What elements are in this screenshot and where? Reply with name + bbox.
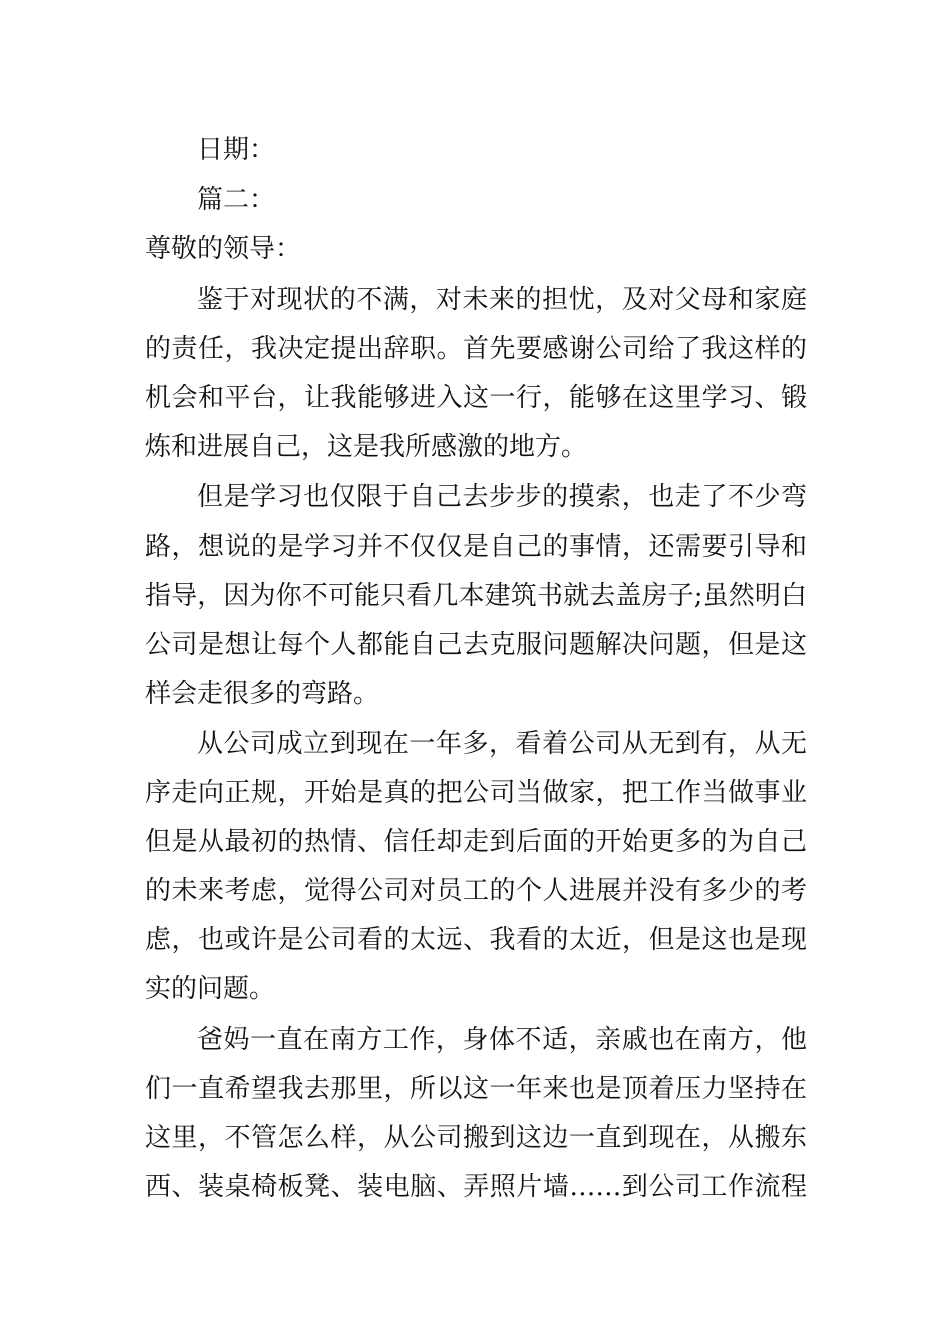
paragraph-1-line-3: 机会和平台，让我能够进入这一行，能够在这里学习、锻 [145, 383, 807, 413]
paragraph-4-line-3: 这里，不管怎么样，从公司搬到这边一直到现在，从搬东 [145, 1123, 807, 1153]
paragraph-3-line-3: 但是从最初的热情、信任却走到后面的开始更多的为自己 [145, 827, 807, 857]
paragraph-2-line-2: 路，想说的是学习并不仅仅是自己的事情，还需要引导和 [145, 532, 807, 562]
paragraph-4-line-4: 西、装桌椅板凳、装电脑、弄照片墙……到公司工作流程 [145, 1172, 807, 1202]
paragraph-2-line-4: 公司是想让每个人都能自己去克服问题解决问题，但是这 [145, 630, 807, 660]
paragraph-2-line-1: 但是学习也仅限于自己去步步的摸索，也走了不少弯 [197, 482, 807, 512]
paragraph-2-line-5: 样会走很多的弯路。 [145, 679, 380, 709]
paragraph-4-line-2: 们一直希望我去那里，所以这一年来也是顶着压力坚持在 [145, 1074, 807, 1104]
section-label: 篇二： [197, 185, 276, 215]
paragraph-3-line-4: 的未来考虑，觉得公司对员工的个人进展并没有多少的考 [145, 876, 807, 906]
paragraph-1-line-4: 炼和进展自己，这是我所感激的地方。 [145, 432, 588, 462]
paragraph-1-line-2: 的责任，我决定提出辞职。首先要感谢公司给了我这样的 [145, 334, 807, 364]
paragraph-3-line-2: 序走向正规，开始是真的把公司当做家，把工作当做事业 [145, 778, 807, 808]
paragraph-1-line-1: 鉴于对现状的不满，对未来的担忧，及对父母和家庭 [197, 285, 807, 315]
date-label: 日期： [197, 135, 276, 165]
paragraph-3-line-1: 从公司成立到现在一年多，看着公司从无到有，从无 [197, 729, 807, 759]
paragraph-2-line-3: 指导，因为你不可能只看几本建筑书就去盖房子;虽然明白 [145, 581, 807, 611]
salutation: 尊敬的领导： [145, 234, 302, 264]
paragraph-4-line-1: 爸妈一直在南方工作，身体不适，亲戚也在南方，他 [197, 1025, 807, 1055]
paragraph-3-line-6: 实的问题。 [145, 974, 276, 1004]
paragraph-3-line-5: 虑，也或许是公司看的太远、我看的太近，但是这也是现 [145, 925, 807, 955]
